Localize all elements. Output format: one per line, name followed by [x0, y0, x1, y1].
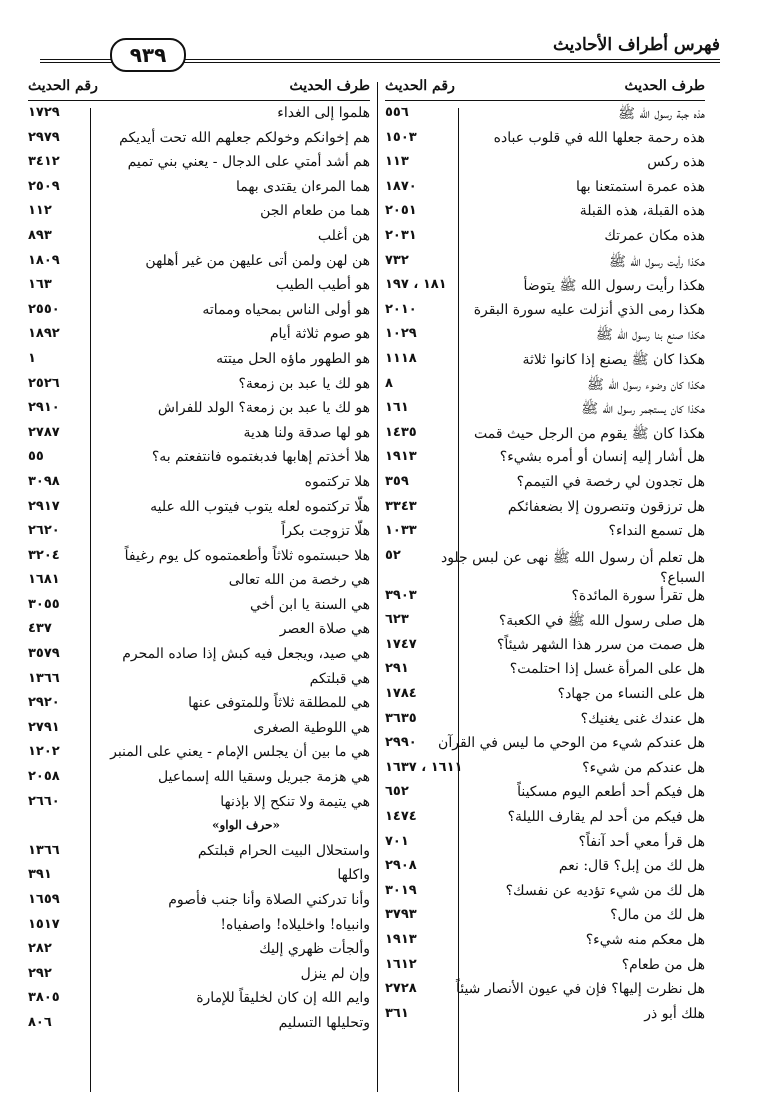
list-item — [28, 200, 370, 225]
list-item — [28, 446, 370, 471]
list-item — [385, 634, 705, 659]
hadith-number: ٤٣٧ — [28, 621, 52, 637]
hadith-number: ١٩١٣ — [385, 932, 417, 947]
list-item — [385, 732, 705, 757]
hadith-text: هو أولى الناس بمحياه ومماته — [202, 301, 370, 318]
list-item — [385, 127, 705, 152]
hadith-text: هلّا تزوجت بكراً — [281, 523, 370, 540]
hadith-text: هي اللوطية الصغرى — [253, 719, 370, 736]
hadith-number: ١٨٧٠ — [385, 178, 417, 194]
hadith-number: ١١٢ — [28, 203, 52, 219]
hadith-text: هو لها صدقة ولنا هدية — [243, 424, 370, 441]
list-item — [385, 471, 705, 496]
left-column-header — [28, 78, 370, 102]
list-item — [28, 176, 370, 201]
hadith-number: ٢٥٢٦ — [28, 375, 60, 391]
hadith-number: ١٤٣٥ — [385, 424, 417, 440]
hadith-text: هو صوم ثلاثة أيام — [269, 326, 370, 343]
list-item — [385, 225, 705, 250]
hadith-text: هي قبلتكم — [309, 670, 370, 687]
hadith-text: واستحلال البيت الحرام قبلتكم — [197, 842, 370, 859]
list-item — [385, 520, 705, 545]
hadith-text: هكذا رمى الذي أنزلت عليه سورة البقرة — [473, 301, 705, 318]
list-item — [385, 1003, 705, 1028]
list-item — [28, 594, 370, 619]
list-item — [385, 708, 705, 733]
hadith-number: ٣٣٤٣ — [385, 498, 417, 514]
hadith-text: هن لهن ولمن أتى عليهن من غير أهلهن — [145, 252, 370, 269]
list-item — [385, 806, 705, 831]
list-item — [28, 791, 370, 816]
hadith-number: ٣٥٩ — [385, 473, 409, 489]
hadith-text: هل تعلم أن رسول الله ﷺ نهى عن لبس جلود السباع؟ — [440, 549, 705, 586]
hadith-text: هي ما بين أن يجلس الإمام - يعني على المنبر — [110, 744, 370, 761]
list-item — [385, 446, 705, 471]
hadith-number: ١٨١ ، ١٩٧ — [385, 277, 447, 293]
hadith-number: ١١١٨ — [385, 350, 417, 366]
list-item — [28, 250, 370, 275]
hadith-text: هل لك من مال؟ — [610, 907, 705, 924]
hadith-text: هلموا إلى الغداء — [277, 105, 370, 121]
hadith-number: ١٦١٢ — [385, 956, 417, 972]
hadith-text: هل تسمع النداء؟ — [608, 523, 705, 540]
hadith-number: ٢٠٣١ — [385, 227, 417, 243]
list-item — [28, 741, 370, 766]
hadith-number: ١٠٢٩ — [385, 326, 417, 342]
hadith-text: هل أشار إليه إنسان أو أمره بشيء؟ — [499, 449, 705, 466]
hadith-text: هل عندكم شيء من الوحي ما ليس في القرآن — [438, 735, 705, 752]
list-item — [385, 373, 705, 398]
hadith-number: ٨ — [385, 375, 393, 391]
hadith-text: هي هزمة جبريل وسقيا الله إسماعيل — [157, 769, 370, 786]
list-item — [28, 864, 370, 889]
left-column-rows — [28, 102, 370, 1037]
hadith-text: هلا حبستموه ثلاثاً وأطعمتموه كل يوم رغيفاً — [124, 547, 370, 564]
section-heading — [28, 815, 370, 840]
list-item — [28, 151, 370, 176]
hadith-number: ١٨٠٩ — [28, 252, 60, 268]
hadith-text: هلّا تركتموه لعله يتوب فيتوب الله عليه — [150, 498, 370, 515]
hadith-text: وايم الله إن كان لخليقاً للإمارة — [196, 990, 370, 1007]
list-item — [385, 323, 705, 348]
hadith-text: هل عندكم من شيء؟ — [582, 759, 705, 776]
list-item — [385, 422, 705, 447]
list-item — [385, 545, 705, 585]
list-item — [28, 127, 370, 152]
list-item — [385, 274, 705, 299]
number-header: رقم الحديث — [385, 78, 455, 94]
hadith-text: هلك أبو ذر — [644, 1005, 705, 1022]
list-item — [385, 683, 705, 708]
hadith-number: ١٣٦٦ — [28, 842, 60, 858]
hadith-text: هلا تركتموه — [304, 473, 370, 490]
list-item — [385, 880, 705, 905]
hadith-text: هكذا كان وضوء رسول الله ﷺ — [586, 376, 705, 393]
list-item — [385, 151, 705, 176]
hadith-number: ١٧٤٧ — [385, 636, 417, 652]
hadith-text: هذه عمرة استمتعنا بها — [576, 178, 705, 195]
hadith-number: ٢٠١٠ — [385, 301, 417, 317]
hadith-text: هل قرأ معي أحد آنفاً؟ — [578, 833, 705, 850]
hadith-number: ٢٠٥٨ — [28, 769, 60, 785]
hadith-text: هما من طعام الجن — [260, 203, 370, 220]
hadith-number: ٨٩٣ — [28, 227, 52, 243]
list-item — [385, 658, 705, 683]
hadith-number: ١ — [28, 350, 36, 366]
hadith-text: هكذا كان ﷺ يصنع إذا كانوا ثلاثة — [522, 351, 705, 368]
hadith-text: هو أطيب الطيب — [275, 277, 370, 294]
list-item — [28, 569, 370, 594]
hadith-number: ٧٠١ — [385, 833, 409, 849]
list-item — [385, 250, 705, 275]
hadith-text: هم إخوانكم وخولكم جعلهم الله تحت أيديكم — [119, 129, 370, 146]
hadith-text: وألجأت ظهري إليك — [259, 941, 370, 958]
hadith-text: وانبياه! واخليلاه! واصفياه! — [220, 916, 370, 933]
hadith-text: وتحليلها التسليم — [278, 1014, 370, 1031]
hadith-text: هل صلى رسول الله ﷺ في الكعبة؟ — [498, 613, 705, 630]
hadith-number: ٣٥٧٩ — [28, 646, 60, 662]
hadith-number: ٢٨٢ — [28, 941, 52, 957]
page-header — [40, 33, 720, 73]
hadith-number: ٣٨٠٥ — [28, 990, 60, 1006]
hadith-number: ١٣٦٦ — [28, 670, 60, 686]
hadith-number: ٢٩٩٠ — [385, 735, 417, 751]
right-column-rows — [385, 102, 705, 1027]
list-item — [385, 609, 705, 634]
list-item — [385, 200, 705, 225]
hadith-text: هي صيد، ويجعل فيه كبش إذا صاده المحرم — [122, 646, 370, 663]
hadith-text: هل تجدون لي رخصة في التيمم؟ — [516, 473, 705, 490]
hadith-number: ٣٠١٩ — [385, 882, 417, 898]
hadith-text: هل على المرأة غسل إذا احتلمت؟ — [509, 661, 705, 678]
hadith-number: ٣٦٣٥ — [385, 710, 417, 726]
hadith-number: ٣٧٩٣ — [385, 907, 417, 923]
text-header: طرف الحديث — [624, 78, 705, 94]
list-item — [28, 840, 370, 865]
list-item — [28, 299, 370, 324]
list-item — [28, 422, 370, 447]
hadith-number: ٢٩٢٠ — [28, 695, 60, 711]
hadith-number: ٢٩٠٨ — [385, 858, 417, 874]
hadith-number: ٦٥٢ — [385, 784, 409, 800]
hadith-text: هل من طعام؟ — [621, 956, 705, 973]
hadith-number: ١٦٥٩ — [28, 892, 60, 907]
hadith-text: هلا أخذتم إهابها فدبغتموه فانتفعتم به؟ — [151, 449, 370, 466]
hadith-text: هن أغلب — [317, 227, 370, 244]
hadith-text: هكذا كان ﷺ يقوم من الرجل حيث قمت — [474, 425, 705, 442]
list-item — [28, 643, 370, 668]
hadith-number: ١١٣ — [385, 154, 409, 170]
list-item — [385, 102, 705, 127]
list-item — [28, 373, 370, 398]
hadith-number: ٢٧٩١ — [28, 719, 60, 735]
list-item — [28, 274, 370, 299]
hadith-text: هل ترزقون وتنصرون إلا بضعفائكم — [507, 498, 705, 515]
hadith-number: ٢٦٦٠ — [28, 793, 60, 809]
list-item — [28, 496, 370, 521]
hadith-number: ٢٠٥١ — [385, 203, 417, 219]
list-item — [28, 766, 370, 791]
hadith-text: هي رخصة من الله تعالى — [228, 572, 370, 589]
hadith-text: هكذا رأيت رسول الله ﷺ — [609, 253, 705, 270]
hadith-number: ١٥٠٣ — [385, 129, 417, 145]
hadith-number: ١٦١١ ، ١٦٣٧ — [385, 759, 463, 775]
list-item — [385, 397, 705, 422]
list-item — [28, 397, 370, 422]
hadith-number: ٢٥٥٠ — [28, 301, 60, 317]
list-item — [385, 781, 705, 806]
list-item — [385, 496, 705, 521]
hadith-number: ٣٩١ — [28, 867, 52, 883]
header-underline — [28, 100, 370, 101]
hadith-number: ١٧٨٤ — [385, 686, 417, 702]
hadith-number: ٥٥ — [28, 449, 44, 465]
hadith-text: هي صلاة العصر — [279, 621, 370, 638]
list-item — [28, 938, 370, 963]
hadith-number: ٢٩١٧ — [28, 498, 60, 514]
hadith-number: ٣٠٥٥ — [28, 596, 60, 612]
hadith-number: ٣٢٠٤ — [28, 547, 60, 563]
list-item — [385, 855, 705, 880]
list-item — [28, 545, 370, 570]
page-number: ٩٣٩ — [110, 38, 186, 72]
hadith-text: هذه جبة رسول الله ﷺ — [618, 106, 705, 122]
hadith-text: هي يتيمة ولا تنكح إلا بإذنها — [220, 793, 370, 810]
list-item — [385, 929, 705, 954]
hadith-text: «حرف الواو» — [212, 818, 280, 833]
hadith-number: ٣٦١ — [385, 1005, 409, 1021]
hadith-text: هذه مكان عمرتك — [604, 227, 705, 244]
hadith-text: هما المرءان يقتدى بهما — [235, 178, 370, 195]
hadith-number: ١٥١٧ — [28, 916, 60, 932]
hadith-number: ٢٥٠٩ — [28, 178, 60, 194]
hadith-number: ٥٥٦ — [385, 105, 409, 120]
hadith-number: ٢٩١٠ — [28, 400, 60, 416]
hadith-text: وإن لم ينزل — [300, 965, 370, 982]
list-item — [28, 692, 370, 717]
hadith-number: ٨٠٦ — [28, 1014, 52, 1030]
list-item — [28, 225, 370, 250]
list-item — [28, 668, 370, 693]
list-item — [28, 520, 370, 545]
list-item — [28, 914, 370, 939]
text-header: طرف الحديث — [289, 78, 370, 94]
hadith-number: ٢٩٧٩ — [28, 129, 60, 145]
hadith-text: هذه ركس — [647, 154, 705, 171]
hadith-text: هكذا صنع بنا رسول الله ﷺ — [595, 327, 705, 344]
list-item — [28, 471, 370, 496]
hadith-number: ١٩١٣ — [385, 449, 417, 465]
hadith-number: ٢٦٢٠ — [28, 523, 60, 539]
hadith-number: ١٧٢٩ — [28, 105, 60, 120]
hadith-text: هل فيكم من أحد لم يقارف الليلة؟ — [507, 809, 705, 826]
hadith-text: هو لك يا عبد بن زمعة؟ الولد للفراش — [157, 400, 370, 417]
hadith-number: ٧٣٢ — [385, 252, 409, 268]
hadith-number: ١٨٩٢ — [28, 326, 60, 342]
header-underline — [385, 100, 705, 101]
hadith-text: هل فيكم أحد أطعم اليوم مسكيناً — [517, 784, 705, 801]
hadith-number: ٢٧٨٧ — [28, 424, 60, 440]
hadith-text: هل لك من شيء تؤديه عن نفسك؟ — [505, 882, 705, 899]
hadith-number: ١٦٨١ — [28, 572, 60, 588]
list-item — [28, 1012, 370, 1037]
hadith-number: ٢٩٢ — [28, 965, 52, 981]
number-header: رقم الحديث — [28, 78, 98, 94]
hadith-number: ١٠٣٣ — [385, 523, 417, 539]
hadith-text: هل صمت من سرر هذا الشهر شيئاً؟ — [496, 636, 705, 653]
list-item — [385, 176, 705, 201]
hadith-number: ٦٢٣ — [385, 612, 409, 628]
right-column-header — [385, 78, 705, 102]
list-item — [385, 299, 705, 324]
list-item — [28, 717, 370, 742]
column-divider — [377, 82, 378, 1092]
hadith-text: هل تقرأ سورة المائدة؟ — [571, 587, 705, 604]
list-item — [28, 618, 370, 643]
hadith-text: هل لك من إبل؟ قال: نعم — [558, 858, 705, 875]
hadith-number: ٥٢ — [385, 547, 401, 563]
list-item — [385, 348, 705, 373]
hadith-number: ١٦١ — [385, 400, 409, 416]
page-title: فهرس أطراف الأحاديث — [552, 35, 720, 55]
hadith-number: ٣٩٠٣ — [385, 587, 417, 603]
hadith-text: هل نظرت إليها؟ فإن في عيون الأنصار شيئاً — [455, 981, 705, 998]
list-item — [385, 954, 705, 979]
hadith-text: هكذا كان يستجمر رسول الله ﷺ — [581, 401, 705, 418]
list-item — [385, 585, 705, 610]
list-item — [28, 963, 370, 988]
hadith-number: ١٦٣ — [28, 277, 52, 293]
hadith-text: هكذا رأيت رسول الله ﷺ يتوضأ — [523, 278, 705, 295]
hadith-text: هذه القبلة، هذه القبلة — [579, 203, 705, 220]
hadith-text: هو الطهور ماؤه الحل ميتته — [216, 350, 370, 367]
hadith-number: ٣٤١٢ — [28, 154, 60, 170]
right-column — [385, 78, 705, 1027]
list-item — [28, 348, 370, 373]
list-item — [385, 978, 705, 1003]
list-item — [385, 831, 705, 856]
hadith-text: هذه رحمة جعلها الله في قلوب عباده — [493, 129, 705, 146]
list-item — [28, 323, 370, 348]
hadith-number: ١٤٧٤ — [385, 809, 417, 825]
hadith-number: ١٢٠٢ — [28, 744, 60, 760]
hadith-text: هي للمطلقة ثلاثاً وللمتوفى عنها — [188, 695, 370, 712]
hadith-text: هل معكم منه شيء؟ — [585, 932, 705, 948]
list-item — [385, 904, 705, 929]
hadith-number: ٢٧٢٨ — [385, 981, 417, 997]
hadith-text: هل عندك غنى يغنيك؟ — [580, 710, 705, 727]
list-item — [28, 987, 370, 1012]
list-item — [28, 889, 370, 914]
hadith-text: هم أشد أمتي على الدجال - يعني بني تميم — [127, 154, 370, 171]
hadith-text: وأنا تدركني الصلاة وأنا جنب فأصوم — [168, 892, 370, 908]
list-item — [28, 102, 370, 127]
hadith-text: هل على النساء من جهاد؟ — [557, 686, 705, 703]
hadith-text: واكلها — [337, 867, 370, 884]
list-item — [385, 757, 705, 782]
hadith-number: ٣٠٩٨ — [28, 473, 60, 489]
hadith-number: ٢٩١ — [385, 661, 409, 677]
left-column — [28, 78, 370, 1037]
hadith-text: هو لك يا عبد بن زمعة؟ — [238, 375, 370, 392]
hadith-text: هي السنة يا ابن أخي — [249, 596, 370, 613]
